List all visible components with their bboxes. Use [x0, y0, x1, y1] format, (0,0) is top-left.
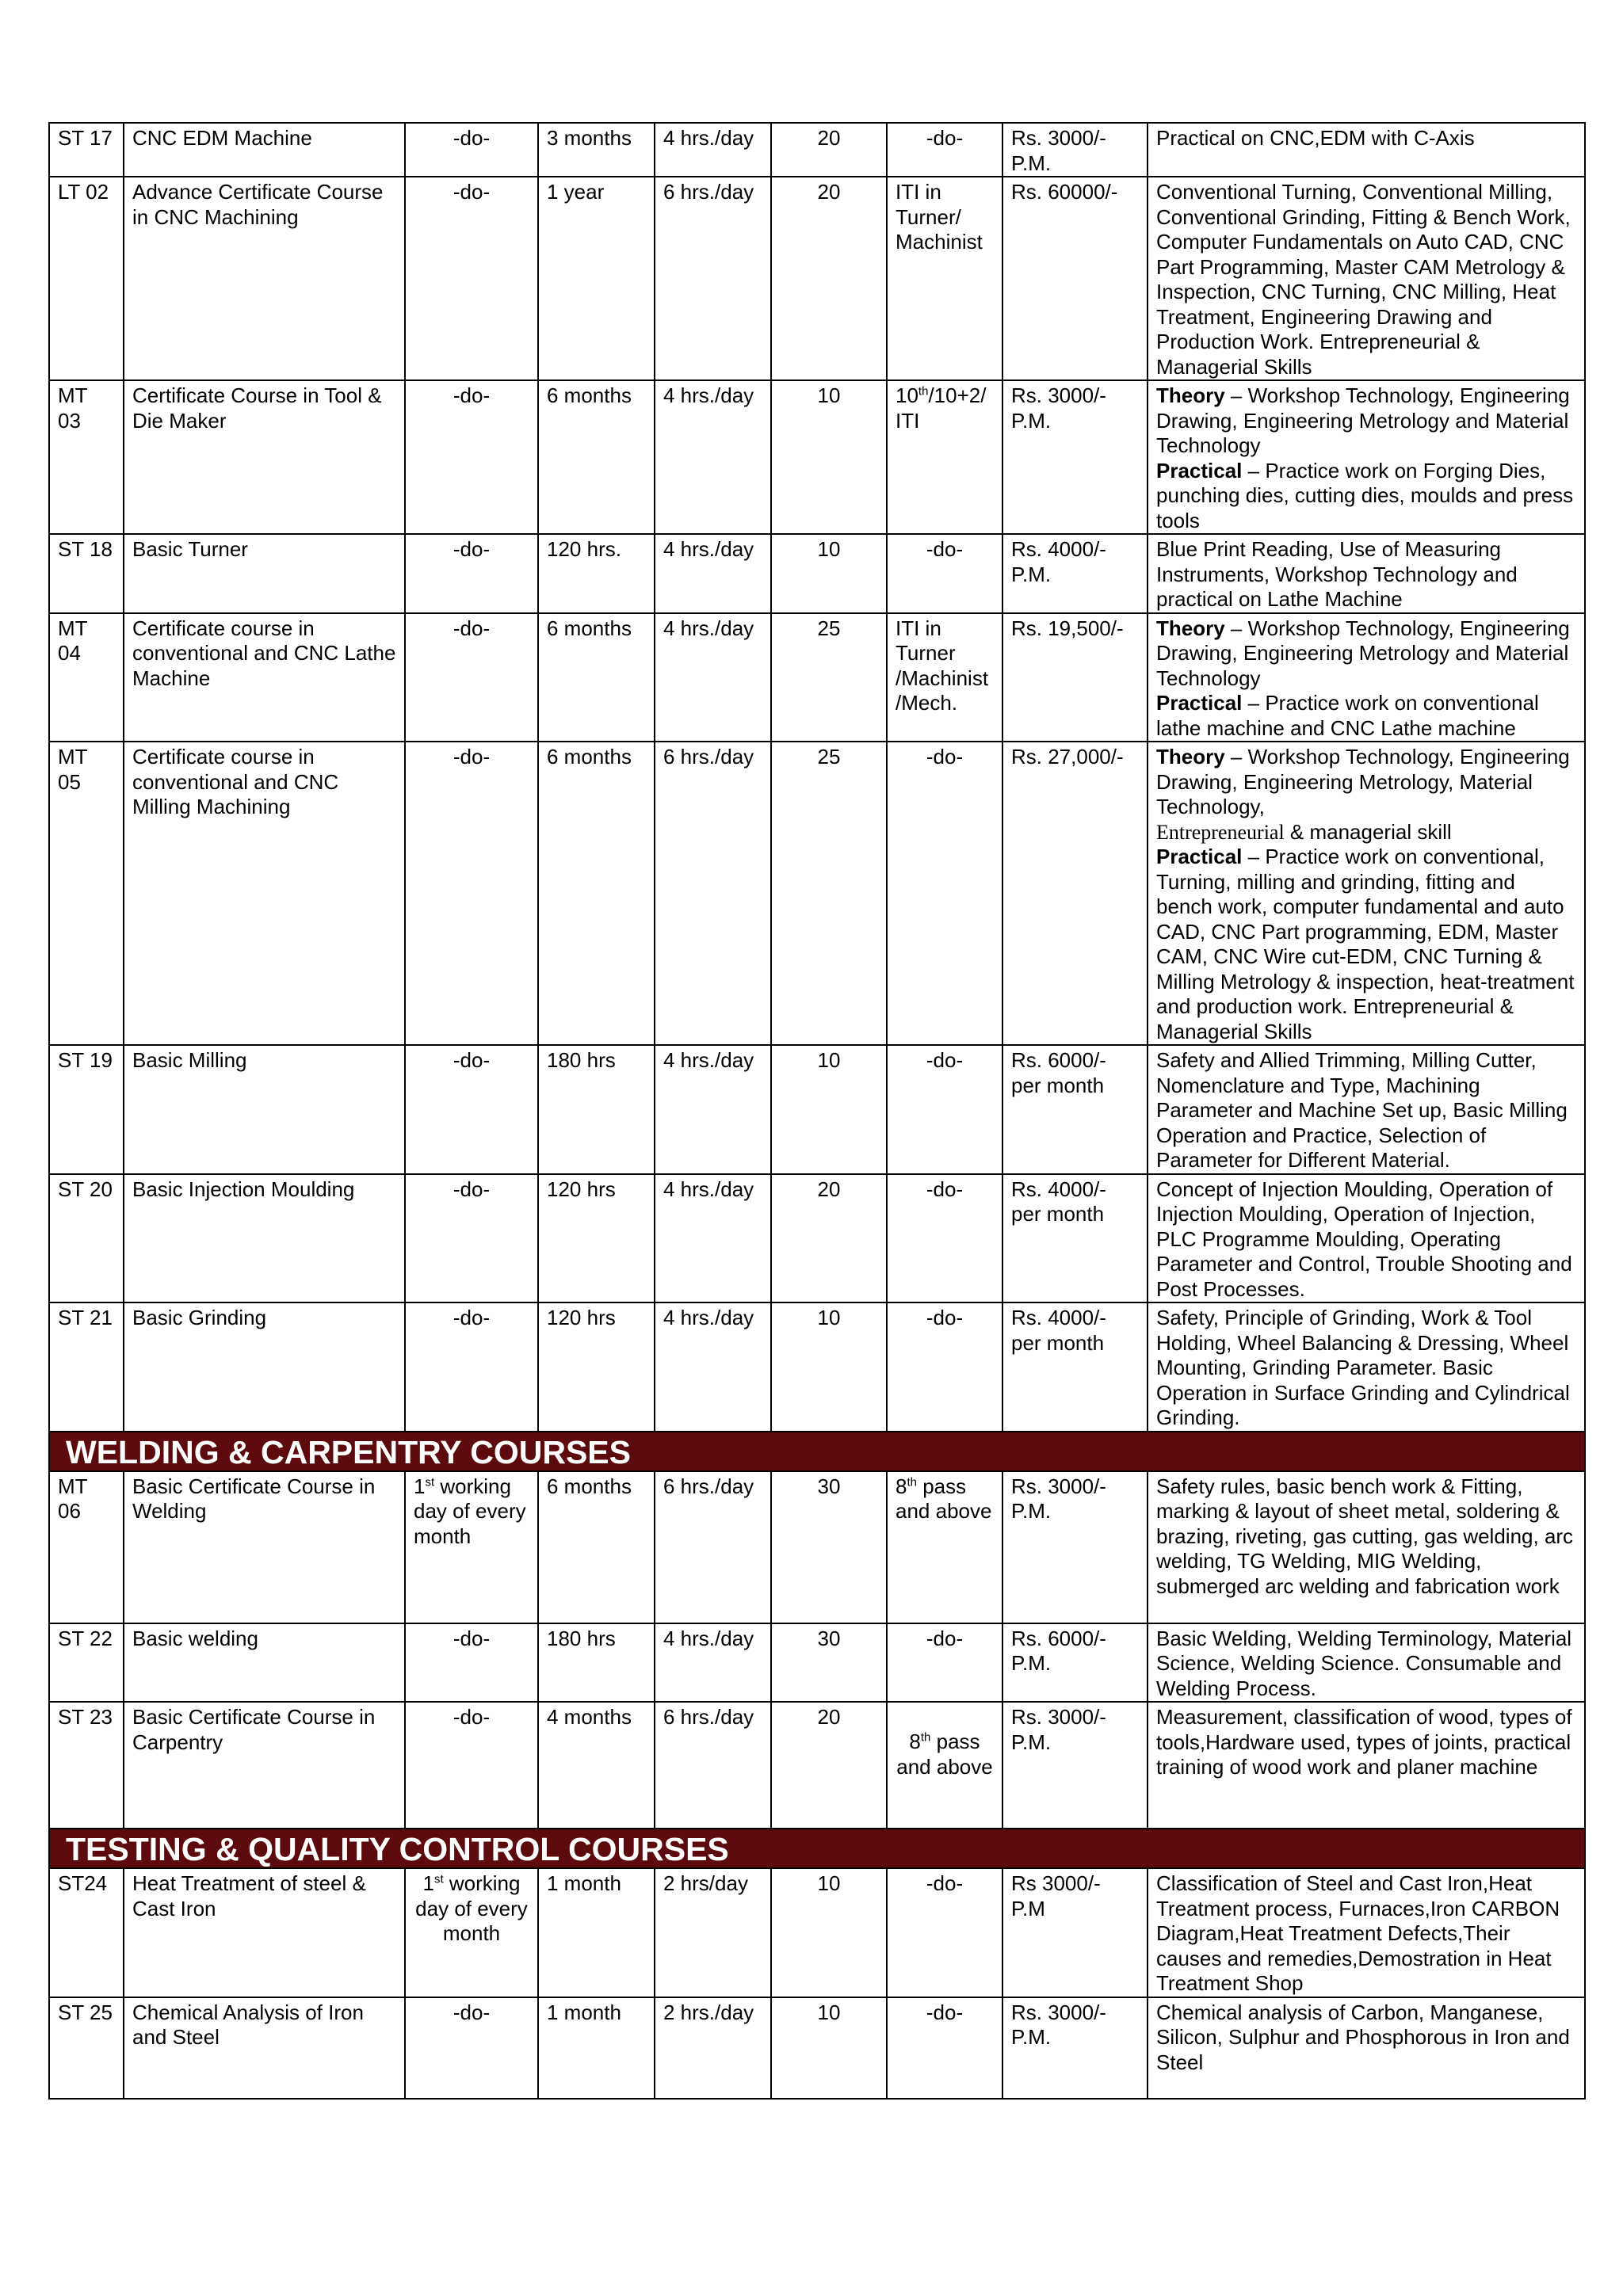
course-eligibility: ITI in Turner /Machinist /Mech.: [887, 613, 1002, 742]
course-fee: Rs 3000/- P.M: [1002, 1868, 1148, 1997]
course-fee: Rs. 60000/-: [1002, 177, 1148, 380]
course-name: Basic Certificate Course in Carpentry: [124, 1702, 405, 1829]
course-duration: 4 months: [538, 1702, 655, 1829]
course-code: ST 19: [49, 1045, 124, 1174]
course-duration: 180 hrs: [538, 1623, 655, 1703]
table-row: [49, 742, 1585, 1045]
course-description: Safety, Principle of Grinding, Work & Tool Holding, Wheel Balancing & Dressing, Wheel Mounting, Grinding Parameter. Basic Operation in Surface Grinding and Cylindrical Grinding.: [1148, 1302, 1585, 1432]
course-code: MT 04: [49, 613, 124, 742]
theory-label: Theory: [1156, 383, 1225, 407]
course-seats: 10: [771, 1868, 887, 1997]
course-duration: 3 months: [538, 123, 655, 177]
course-fee: Rs. 4000/- P.M.: [1002, 534, 1148, 613]
course-eligibility: [887, 1702, 1002, 1829]
course-code: ST 17: [49, 123, 124, 177]
course-hours: 6 hrs./day: [655, 177, 771, 380]
practical-label: Practical: [1156, 845, 1243, 868]
course-fee: Rs. 3000/- P.M.: [1002, 123, 1148, 177]
course-eligibility: [887, 380, 1002, 534]
table-row: [49, 1997, 1585, 2099]
course-eligibility: -do-: [887, 1997, 1002, 2099]
course-code: ST 22: [49, 1623, 124, 1703]
section-header-row: [49, 1432, 1585, 1471]
course-seats: 10: [771, 380, 887, 534]
course-code: ST 21: [49, 1302, 124, 1432]
course-code: ST24: [49, 1868, 124, 1997]
course-seats: 30: [771, 1471, 887, 1623]
course-description: [1148, 380, 1585, 534]
course-code: MT 05: [49, 742, 124, 1045]
theory-text: – Workshop Technology, Engineering Drawing, Engineering Metrology, Material Technology,: [1156, 745, 1570, 818]
course-start: -do-: [405, 177, 538, 380]
eligibility-rest: /10+2/ ITI: [896, 383, 987, 433]
course-description: Conventional Turning, Conventional Milling, Conventional Grinding, Fitting & Bench Work, Computer Fundamentals on Auto CAD, CNC Part Programming, Master CAM Metrology & Inspection, CNC Turning, CNC Milling, Heat Treatment, Engineering Drawing and Production Work. Entrepreneurial & Managerial Skills: [1148, 177, 1585, 380]
section-heading-welding: WELDING & CARPENTRY COURSES: [49, 1432, 1585, 1471]
course-hours: 6 hrs./day: [655, 742, 771, 1045]
course-fee: Rs. 4000/- per month: [1002, 1302, 1148, 1432]
course-description: [1148, 613, 1585, 742]
course-name: Basic welding: [124, 1623, 405, 1703]
table-row: [49, 1868, 1585, 1997]
course-fee: Rs. 3000/- P.M.: [1002, 380, 1148, 534]
course-duration: 6 months: [538, 380, 655, 534]
course-code: ST 18: [49, 534, 124, 613]
course-fee: Rs. 3000/- P.M.: [1002, 1997, 1148, 2099]
course-fee: Rs. 3000/- P.M.: [1002, 1702, 1148, 1829]
course-code: MT 06: [49, 1471, 124, 1623]
course-hours: 6 hrs./day: [655, 1471, 771, 1623]
course-seats: 20: [771, 1174, 887, 1303]
practical-text: – Practice work on Forging Dies, punching dies, cutting dies, moulds and press tools: [1156, 458, 1574, 532]
course-duration: 6 months: [538, 742, 655, 1045]
start-day-num: 1: [422, 1871, 434, 1895]
course-name: Basic Injection Moulding: [124, 1174, 405, 1303]
course-eligibility: -do-: [887, 1045, 1002, 1174]
course-eligibility: -do-: [887, 742, 1002, 1045]
section-heading-testing: TESTING & QUALITY CONTROL COURSES: [49, 1829, 1585, 1868]
course-description: Concept of Injection Moulding, Operation of Injection Moulding, Operation of Injection, PLC Programme Moulding, Operating Parameter and Control, Trouble Shooting and Post Processes.: [1148, 1174, 1585, 1303]
course-fee: Rs. 3000/- P.M.: [1002, 1471, 1148, 1623]
eligibility-num: 10: [896, 383, 918, 407]
course-start: [405, 1471, 538, 1623]
course-duration: 120 hrs.: [538, 534, 655, 613]
course-start: [405, 1868, 538, 1997]
course-seats: 10: [771, 534, 887, 613]
course-hours: 4 hrs./day: [655, 613, 771, 742]
course-description: Blue Print Reading, Use of Measuring Instruments, Workshop Technology and practical on Lathe Machine: [1148, 534, 1585, 613]
course-eligibility: [887, 1471, 1002, 1623]
course-start: -do-: [405, 534, 538, 613]
course-duration: 6 months: [538, 613, 655, 742]
course-name: CNC EDM Machine: [124, 123, 405, 177]
course-hours: 4 hrs./day: [655, 1174, 771, 1303]
course-code: ST 23: [49, 1702, 124, 1829]
practical-text: – Practice work on conventional, Turning, milling and grinding, fitting and bench work, computer fundamental and auto CAD, CNC Part programming, EDM, Master CAM, CNC Wire cut-EDM, CNC Turning & Milling Metrology & inspection, heat-treatment and production work. Entrepreneurial & Managerial Skills: [1156, 845, 1575, 1043]
ordinal-suffix: st: [425, 1474, 435, 1489]
table-row: [49, 1471, 1585, 1623]
course-description: Safety and Allied Trimming, Milling Cutter, Nomenclature and Type, Machining Parameter and Machine Set up, Basic Milling Operation and Practice, Selection of Parameter for Different Material.: [1148, 1045, 1585, 1174]
course-fee: Rs. 4000/- per month: [1002, 1174, 1148, 1303]
course-start: -do-: [405, 613, 538, 742]
course-start: -do-: [405, 1702, 538, 1829]
course-fee: Rs. 19,500/-: [1002, 613, 1148, 742]
course-code: MT 03: [49, 380, 124, 534]
course-eligibility: -do-: [887, 1623, 1002, 1703]
course-duration: 1 year: [538, 177, 655, 380]
course-name: Basic Certificate Course in Welding: [124, 1471, 405, 1623]
practical-label: Practical: [1156, 458, 1243, 482]
course-start: -do-: [405, 1174, 538, 1303]
course-duration: 120 hrs: [538, 1174, 655, 1303]
practical-label: Practical: [1156, 691, 1243, 715]
course-start: -do-: [405, 380, 538, 534]
course-duration: 1 month: [538, 1997, 655, 2099]
course-hours: 4 hrs./day: [655, 534, 771, 613]
table-row: [49, 534, 1585, 613]
course-hours: 2 hrs/day: [655, 1868, 771, 1997]
course-code: ST 25: [49, 1997, 124, 2099]
course-description: Basic Welding, Welding Terminology, Material Science, Welding Science. Consumable and Welding Process.: [1148, 1623, 1585, 1703]
table-row: [49, 613, 1585, 742]
course-hours: 4 hrs./day: [655, 1623, 771, 1703]
course-name: Basic Grinding: [124, 1302, 405, 1432]
course-seats: 20: [771, 1702, 887, 1829]
course-name: Heat Treatment of steel & Cast Iron: [124, 1868, 405, 1997]
entrepreneurial-text: Entrepreneurial: [1156, 820, 1285, 844]
course-hours: 4 hrs./day: [655, 123, 771, 177]
course-duration: 1 month: [538, 1868, 655, 1997]
ordinal-suffix: th: [918, 384, 929, 399]
table-row: [49, 177, 1585, 380]
theory-text-continued: & managerial skill: [1284, 819, 1452, 844]
course-hours: 4 hrs./day: [655, 1302, 771, 1432]
course-start: -do-: [405, 1045, 538, 1174]
course-seats: 10: [771, 1997, 887, 2099]
course-fee: Rs. 6000/- P.M.: [1002, 1623, 1148, 1703]
course-eligibility: -do-: [887, 1174, 1002, 1303]
course-name: Basic Milling: [124, 1045, 405, 1174]
ordinal-suffix: st: [433, 1872, 444, 1886]
course-table: [48, 122, 1586, 2100]
course-description: Chemical analysis of Carbon, Manganese, Silicon, Sulphur and Phosphorous in Iron and Steel: [1148, 1997, 1585, 2099]
course-seats: 20: [771, 123, 887, 177]
start-day-rest: working day of every month: [414, 1474, 526, 1548]
course-code: ST 20: [49, 1174, 124, 1303]
course-name: Certificate course in conventional and CNC Lathe Machine: [124, 613, 405, 742]
course-seats: 20: [771, 177, 887, 380]
course-start: -do-: [405, 1623, 538, 1703]
course-eligibility: -do-: [887, 1868, 1002, 1997]
eligibility-rest: pass and above: [896, 1474, 992, 1523]
course-start: -do-: [405, 1997, 538, 2099]
course-start: -do-: [405, 742, 538, 1045]
ordinal-suffix: th: [920, 1730, 931, 1745]
eligibility-num: 8: [896, 1474, 907, 1498]
theory-text: – Workshop Technology, Engineering Drawing, Engineering Metrology and Material Technology: [1156, 383, 1570, 457]
course-name: Certificate Course in Tool & Die Maker: [124, 380, 405, 534]
course-description: [1148, 742, 1585, 1045]
theory-text: – Workshop Technology, Engineering Drawing, Engineering Metrology and Material Technology: [1156, 616, 1570, 690]
course-fee: Rs. 6000/- per month: [1002, 1045, 1148, 1174]
practical-text: – Practice work on conventional lathe machine and CNC Lathe machine: [1156, 691, 1539, 740]
course-duration: 6 months: [538, 1471, 655, 1623]
course-seats: 25: [771, 742, 887, 1045]
theory-label: Theory: [1156, 616, 1225, 640]
course-fee: Rs. 27,000/-: [1002, 742, 1148, 1045]
course-eligibility: -do-: [887, 123, 1002, 177]
course-hours: 4 hrs./day: [655, 380, 771, 534]
course-seats: 30: [771, 1623, 887, 1703]
course-seats: 25: [771, 613, 887, 742]
course-start: -do-: [405, 123, 538, 177]
course-start: -do-: [405, 1302, 538, 1432]
table-row: [49, 123, 1585, 177]
start-day-num: 1: [414, 1474, 426, 1498]
course-seats: 10: [771, 1045, 887, 1174]
course-description: Measurement, classification of wood, types of tools,Hardware used, types of joints, practical training of wood work and planer machine: [1148, 1702, 1585, 1829]
table-row: [49, 1623, 1585, 1703]
course-eligibility: ITI in Turner/ Machinist: [887, 177, 1002, 380]
section-header-row: [49, 1829, 1585, 1868]
course-duration: 180 hrs: [538, 1045, 655, 1174]
course-name: Basic Turner: [124, 534, 405, 613]
course-code: LT 02: [49, 177, 124, 380]
course-hours: 6 hrs./day: [655, 1702, 771, 1829]
course-name: Chemical Analysis of Iron and Steel: [124, 1997, 405, 2099]
course-description: Practical on CNC,EDM with C-Axis: [1148, 123, 1585, 177]
eligibility-rest: pass and above: [896, 1730, 993, 1779]
table-row: [49, 1302, 1585, 1432]
course-seats: 10: [771, 1302, 887, 1432]
eligibility-num: 8: [909, 1730, 921, 1753]
theory-label: Theory: [1156, 745, 1225, 769]
course-name: Advance Certificate Course in CNC Machining: [124, 177, 405, 380]
course-description: Safety rules, basic bench work & Fitting, marking & layout of sheet metal, soldering & brazing, riveting, gas cutting, gas welding, arc welding, TG Welding, MIG Welding, submerged arc welding and fabrication work: [1148, 1471, 1585, 1623]
ordinal-suffix: th: [907, 1474, 917, 1489]
start-day-rest: working day of every month: [415, 1871, 528, 1945]
table-row: [49, 1174, 1585, 1303]
course-eligibility: -do-: [887, 534, 1002, 613]
course-hours: 4 hrs./day: [655, 1045, 771, 1174]
table-row: [49, 1045, 1585, 1174]
course-description: Classification of Steel and Cast Iron,Heat Treatment process, Furnaces,Iron CARBON Diagram,Heat Treatment Defects,Their causes and remedies,Demostration in Heat Treatment Shop: [1148, 1868, 1585, 1997]
course-eligibility: -do-: [887, 1302, 1002, 1432]
course-name: Certificate course in conventional and CNC Milling Machining: [124, 742, 405, 1045]
table-row: [49, 1702, 1585, 1829]
course-duration: 120 hrs: [538, 1302, 655, 1432]
course-hours: 2 hrs./day: [655, 1997, 771, 2099]
table-row: [49, 380, 1585, 534]
